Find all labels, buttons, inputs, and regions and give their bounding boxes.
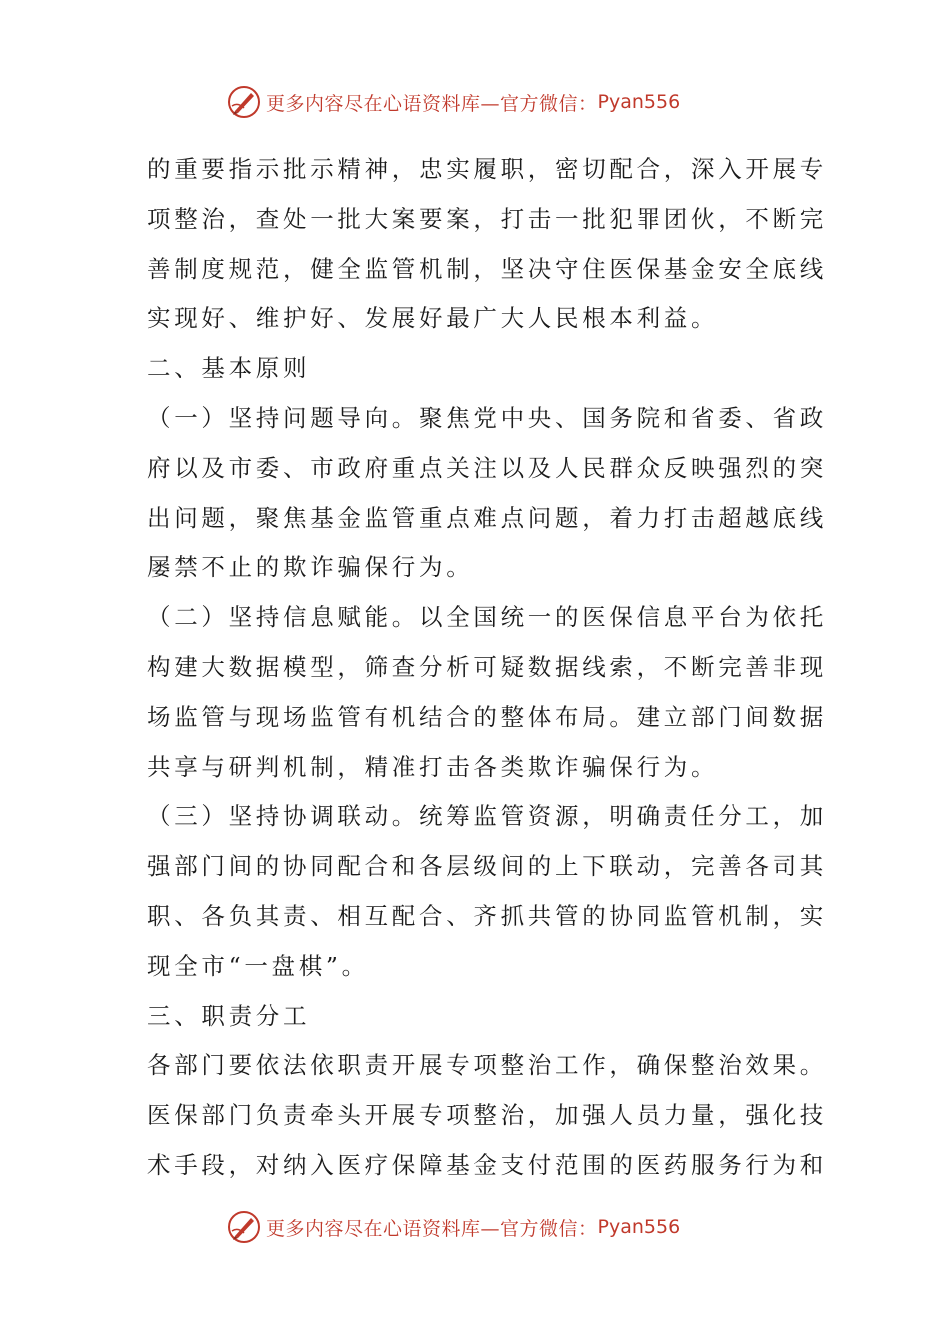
text-line: 出问题，聚焦基金监管重点难点问题，着力打击超越底线 [147, 503, 827, 532]
text-line: 项整治，查处一批大案要案，打击一批犯罪团伙，不断完 [147, 204, 827, 233]
text-line: 强部门间的协同配合和各层级间的上下联动，完善各司其 [147, 852, 827, 881]
watermark-text: 更多内容尽在心语资料库—官方微信： [266, 92, 598, 115]
watermark-footer [226, 1207, 680, 1247]
text-line: 场监管与现场监管有机结合的整体布局。建立部门间数据 [147, 702, 827, 731]
text-line: 屡禁不止的欺诈骗保行为。 [147, 553, 474, 582]
section-heading: 二、基本原则 [147, 354, 311, 383]
text-line: 各部门要依法依职责开展专项整治工作，确保整治效果。 [147, 1051, 827, 1080]
text-line: （一）坚持问题导向。聚焦党中央、国务院和省委、省政 [147, 403, 827, 432]
text-line: 共享与研判机制，精准打击各类欺诈骗保行为。 [147, 752, 719, 781]
text-line: （三）坚持协调联动。统筹监管资源，明确责任分工，加 [147, 802, 827, 831]
document-body [147, 145, 827, 1191]
text-line: 的重要指示批示精神，忠实履职，密切配合，深入开展专 [147, 155, 827, 183]
text-line: （二）坚持信息赋能。以全国统一的医保信息平台为依托 [147, 603, 827, 632]
text-line: 医保部门负责牵头开展专项整治，加强人员力量，强化技 [147, 1101, 827, 1130]
text-line: 职、各负其责、相互配合、齐抓共管的协同监管机制，实 [147, 901, 827, 930]
text-line: 术手段，对纳入医疗保障基金支付范围的医药服务行为和 [147, 1150, 827, 1179]
text-line: 善制度规范，健全监管机制，坚决守住医保基金安全底线 [147, 254, 827, 283]
watermark-text: 更多内容尽在心语资料库—官方微信： [266, 1217, 598, 1240]
text-line: 府以及市委、市政府重点关注以及人民群众反映强烈的突 [147, 453, 827, 482]
watermark-header [226, 82, 680, 122]
text-line: 构建大数据模型，筛查分析可疑数据线索，不断完善非现 [147, 652, 827, 681]
pen-logo-icon [226, 1209, 262, 1245]
pen-logo-icon [226, 84, 262, 120]
watermark-wechat-id: Pyan556 [597, 91, 681, 113]
watermark-wechat-id: Pyan556 [597, 1216, 681, 1238]
text-line: 现全市“一盘棋”。 [147, 951, 369, 980]
section-heading: 三、职责分工 [147, 1001, 311, 1030]
text-line: 实现好、维护好、发展好最广大人民根本利益。 [147, 304, 719, 333]
